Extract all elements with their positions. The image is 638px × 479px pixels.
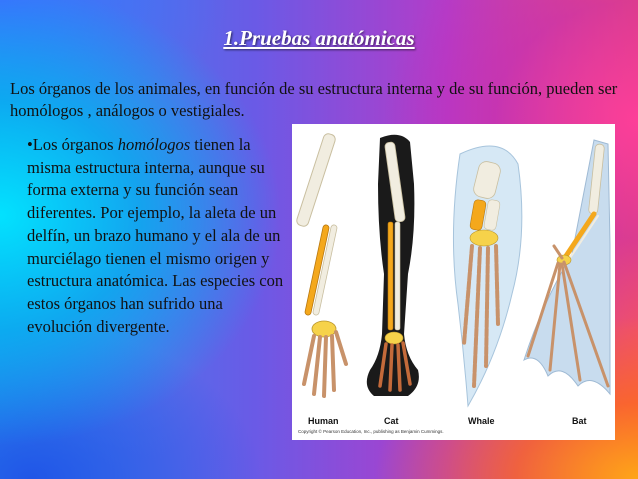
bullet-prefix: Los órganos	[32, 135, 118, 154]
bullet-emphasis: homólogos	[117, 135, 191, 154]
bullet-body: tienen la misma estructura interna, aunque su forma externa y su función sean diferentes. Por ejemplo, la aleta de un delfín, un brazo humano y el ala de un murciélago tienen el mismo origen y estructura anatómica. Las especies con estos órganos han sufrido una evolución divergente.	[27, 135, 284, 336]
bullet-marker: •	[27, 135, 33, 154]
human-arm-bones	[295, 132, 346, 396]
figure-credit: Copyright © Pearson Education, Inc., publishing as Benjamin Cummings.	[298, 429, 444, 434]
intro-paragraph: Los órganos de los animales, en función de su estructura interna y de su función, pueden ser homólogos , análogos o vestigiales.	[10, 79, 618, 120]
label-whale: Whale	[468, 416, 495, 426]
whale-flipper-bones	[453, 146, 521, 406]
cat-leg-bones	[367, 135, 419, 396]
limbs-illustration	[292, 124, 615, 414]
slide-title: 1.Pruebas anatómicas	[223, 26, 415, 50]
bullet-paragraph	[27, 134, 289, 338]
label-bat: Bat	[572, 416, 587, 426]
homologous-limbs-figure	[292, 124, 615, 440]
bat-wing-bones	[524, 140, 610, 394]
label-cat: Cat	[384, 416, 399, 426]
label-human: Human	[308, 416, 339, 426]
